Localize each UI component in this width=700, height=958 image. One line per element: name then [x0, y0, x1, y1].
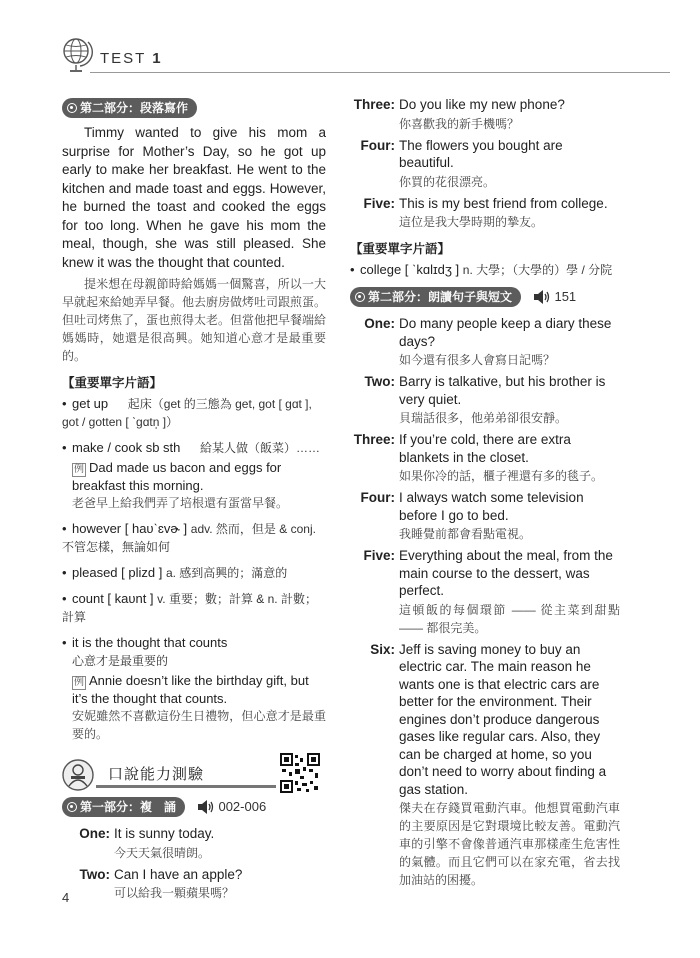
speaker-icon — [533, 290, 551, 304]
reading-line: Five: Everything about the meal, from the main course to the dessert, was perfect. 這頓飯的每個環節 —— 從主菜到甜點 —— 都很完美。 — [363, 548, 620, 635]
vocab-item-pleased: • pleased [ plizd ] a. 感到高興的；滿意的 — [62, 565, 288, 580]
vocab-heading: 【重要單字片語】 — [350, 242, 451, 256]
vocab-item-thought-counts: • it is the thought that counts 心意才是最重要的 — [62, 635, 228, 668]
reading-line: Three: If you’re cold, there are extra blankets in the closet. 如果你冷的話，櫃子裡還有多的毯子。 — [353, 432, 604, 483]
dialog-line: Two: Can I have an apple? 可以給我一顆蘋果嗎？ — [79, 866, 243, 900]
vocab-item-college: • college [ ˋkɑlɪdʒ ] n. 大學；（大學的）學 / 分院 — [350, 262, 613, 277]
speaking-person-icon — [62, 759, 94, 793]
audio-track-right[interactable]: 151 — [533, 289, 576, 304]
speaking-test-title-bar — [96, 763, 276, 788]
left-column — [62, 98, 326, 902]
vocab-item-count: • count [ kaυnt ] v. 重要；數；計算 & n. 計數；計算 — [62, 591, 317, 624]
audio-track-left[interactable]: 002-006 — [197, 799, 266, 814]
dialog-line: Four: The flowers you bought are beautiful. 你買的花很漂亮。 — [360, 137, 563, 189]
qr-code[interactable] — [280, 753, 320, 793]
reading-line: Four: I always watch some television before I go to bed. 我睡覺前都會看點電視。 — [360, 490, 584, 541]
dialog-line: Three: Do you like my new phone? 你喜歡我的新手機嗎？ — [353, 97, 565, 131]
example-tag: 例 — [74, 464, 84, 475]
vocab-item-get-up: • get up 起床（get 的三態為 get, got [ ɡɑt ], got / gotten [ ˋɡɑtn̩ ]） — [62, 396, 312, 429]
test-label: TEST 1 — [100, 50, 163, 67]
vocab-item-however: • however [ haυˋɛvɚ ] adv. 然而，但是 & conj. 不管怎樣，無論如何 — [62, 521, 316, 554]
speaking-test-title: 口說能力測驗 — [108, 766, 205, 783]
speaking-test-header — [62, 757, 326, 797]
header-rule — [90, 72, 670, 73]
example-make-cook: 例 Dad made us bacon and eggs for breakfast this morning. 老爸早上給我們弄了培根還有蛋當早餐。 — [72, 460, 289, 510]
page-number: 4 — [62, 890, 70, 905]
speaker-icon — [197, 800, 215, 814]
example-tag: 例 — [74, 677, 84, 688]
target-icon — [67, 103, 77, 113]
section-label-writing: 第二部分：段落寫作 — [62, 98, 197, 118]
page-header — [56, 36, 656, 76]
reading-line: One: Do many people keep a diary these days? 如今還有很多人會寫日記嗎？ — [364, 316, 612, 367]
writing-paragraph: Timmy wanted to give his mom a surprise for Mother’s Day, so he got up early to make her breakfast. He went to the kitchen and made toast and eggs. However, he burned the toast and cooked the eggs for too long. When he gave his mom the meal, though, she was still pleased. She knew it was the thought that counted. — [62, 125, 326, 270]
example-thought-counts: 例 Annie doesn’t like the birthday gift, but it’s the thought that counts. 安妮雖然不喜歡這份生日禮物，但心意才是最重要的。 — [72, 673, 326, 741]
dialog-line: Five: This is my best friend from college. 這位是我大學時期的摯友。 — [363, 195, 608, 229]
reading-line: Two: Barry is talkative, but his brother is very quiet. 貝瑞話很多，他弟弟卻很安靜。 — [364, 374, 606, 425]
section-label-reading: 第二部分：朗讀句子與短文 — [350, 287, 521, 307]
target-icon — [67, 802, 77, 812]
vocab-item-make-cook: • make / cook sb sth 給某人做（飯菜）…… — [62, 440, 321, 455]
target-icon — [355, 292, 365, 302]
test-number: 1 — [152, 50, 163, 67]
right-column — [350, 96, 620, 889]
writing-translation: 提米想在母親節時給媽媽一個驚喜，所以一大早就起來給她弄早餐。他去廚房做烤吐司跟煎蛋。但吐司烤焦了，蛋也煎得太老。但當他把早餐端給媽媽時，她還是很高興。她知道心意才是最重要的。 — [62, 277, 327, 363]
reading-line: Six: Jeff is saving money to buy an electric car. The main reason he wants one is that electric cars are better for the environment. Their engines don’t produce dangerous gases like regular cars. Also, they can be charged at home, so you don’t need to worry about finding a gas station. 傑夫在存錢買電動汽車。他想買電動汽車的主要原因是它對環境比較友善。電動汽車的引擎不會像普通汽車那樣產生危害性的氣體。而且它們可以在家充電，省去找加油站的困擾。 — [370, 641, 620, 887]
section-label-repeat: 第一部分：複 誦 — [62, 797, 185, 817]
dialog-line: One: It is sunny today. 今天天氣很晴朗。 — [79, 826, 215, 860]
vocab-heading: 【重要單字片語】 — [62, 376, 163, 390]
globe-icon — [60, 36, 94, 74]
